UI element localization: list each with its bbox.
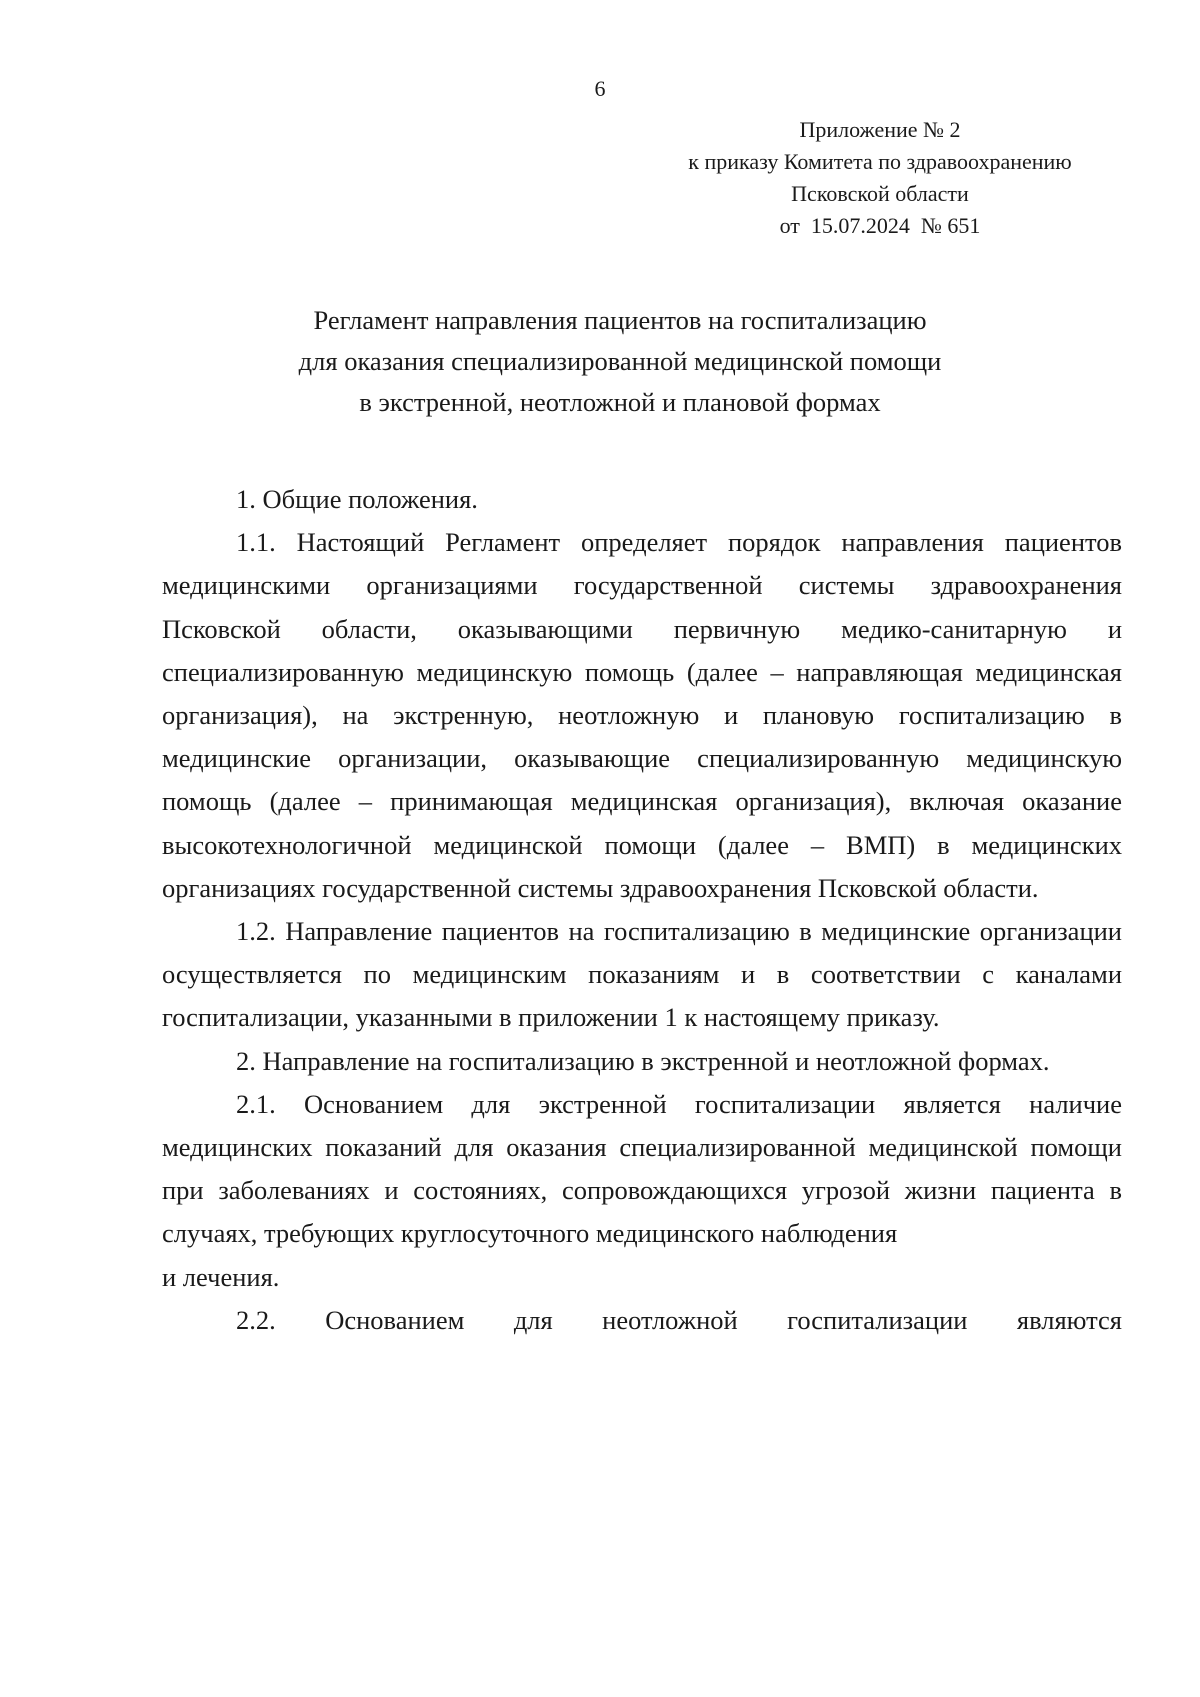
paragraph-2-1: 2.1. Основанием для экстренной госпитализации является наличие медицинских показаний для оказания специализированной медицинской помощи при заболеваниях и состояниях, сопровождающихся угрозой жизни пациента в случаях, требующих круглосуточного медицинского наблюдения [162, 1088, 1122, 1249]
page-number: 6 [594, 76, 606, 101]
title-line-2: для оказания специализированной медицинской помощи [298, 346, 942, 376]
appendix-line-1: Приложение № 2 [799, 117, 961, 142]
document-title [140, 300, 1100, 423]
document-body [162, 478, 1122, 1342]
title-line-1: Регламент направления пациентов на госпитализацию [313, 305, 927, 335]
section-1-heading: 1. Общие положения. [236, 484, 478, 514]
appendix-line-2: к приказу Комитета по здравоохранению [688, 149, 1072, 174]
paragraph-1-1: 1.1. Настоящий Регламент определяет порядок направления пациентов медицинскими организациями государственной системы здравоохранения Псковской области, оказывающими первичную медико-санитарную и специализированную медицинскую помощь (далее – направляющая медицинская организация), на экстренную, неотложную и плановую госпитализацию в медицинские организации, оказывающие специализированную медицинскую помощь (далее – принимающая медицинская организация), включая оказание высокотехнологичной медицинской помощи (далее – ВМП) в медицинских организациях государственной системы здравоохранения Псковской области. [162, 527, 1122, 903]
paragraph-2-2: 2.2. Основанием для неотложной госпитализации являются [236, 1304, 1122, 1335]
appendix-line-3: Псковской области [791, 181, 969, 206]
appendix-line-4: от 15.07.2024 № 651 [779, 213, 981, 238]
title-line-3: в экстренной, неотложной и плановой формах [359, 387, 881, 417]
section-2-heading: 2. Направление на госпитализацию в экстренной и неотложной формах. [236, 1045, 1050, 1076]
appendix-block [640, 114, 1120, 242]
paragraph-1-2: 1.2. Направление пациентов на госпитализацию в медицинские организации осуществляется по медицинским показаниям и в соответствии с каналами госпитализации, указанными в приложении 1 к настоящему приказу. [162, 916, 1122, 1033]
paragraph-2-1-continuation: и лечения. [162, 1261, 280, 1292]
